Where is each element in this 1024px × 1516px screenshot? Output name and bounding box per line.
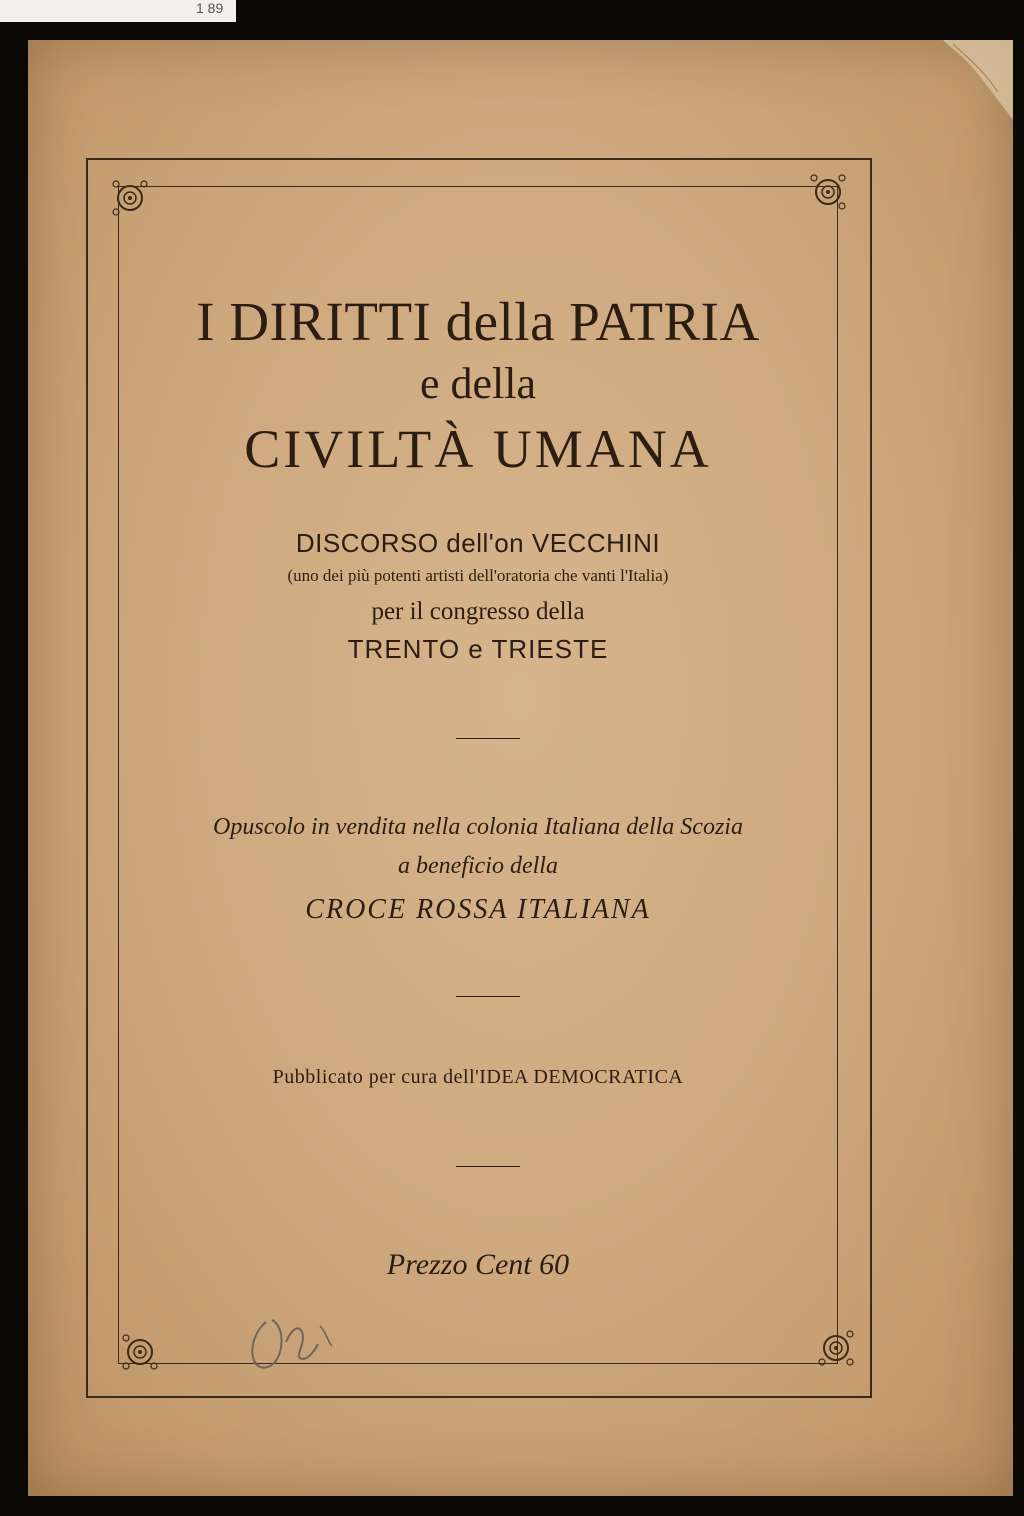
publisher-line: Pubblicato per cura dell'IDEA DEMOCRATICA <box>272 1066 684 1088</box>
red-cross-line: CROCE ROSSA ITALIANA <box>305 894 651 925</box>
handwritten-pencil-mark <box>236 1302 346 1382</box>
spiral-ornament-icon-top-right <box>806 170 850 214</box>
sale-line-1: Opuscolo in vendita nella colonia Italiana della Scozia <box>213 814 743 840</box>
places-line: TRENTO e TRIESTE <box>347 634 609 664</box>
spiral-ornament-icon-top-left <box>108 176 152 220</box>
price-line: Prezzo Cent 60 <box>386 1248 570 1281</box>
speech-line: DISCORSO dell'on VECCHINI <box>295 528 661 558</box>
orator-note: (uno dei più potenti artisti dell'oratoria che vanti l'Italia) <box>287 566 669 585</box>
congress-line: per il congresso della <box>371 598 585 625</box>
divider-rule <box>456 738 520 739</box>
scan-label-text: 1 89 <box>196 0 224 16</box>
spiral-ornament-icon-bottom-right <box>814 1326 858 1370</box>
sale-line-2: a beneficio della <box>398 853 558 879</box>
divider-rule <box>456 1166 520 1167</box>
divider-rule <box>456 996 520 997</box>
worn-corner <box>943 40 1013 120</box>
title-line-1: I DIRITTI della PATRIA <box>196 291 760 352</box>
spiral-ornament-icon-bottom-left <box>118 1330 162 1374</box>
scan-label <box>0 0 236 22</box>
title-line-3: CIVILTÀ UMANA <box>244 419 712 479</box>
title-line-2: e della <box>419 359 537 408</box>
